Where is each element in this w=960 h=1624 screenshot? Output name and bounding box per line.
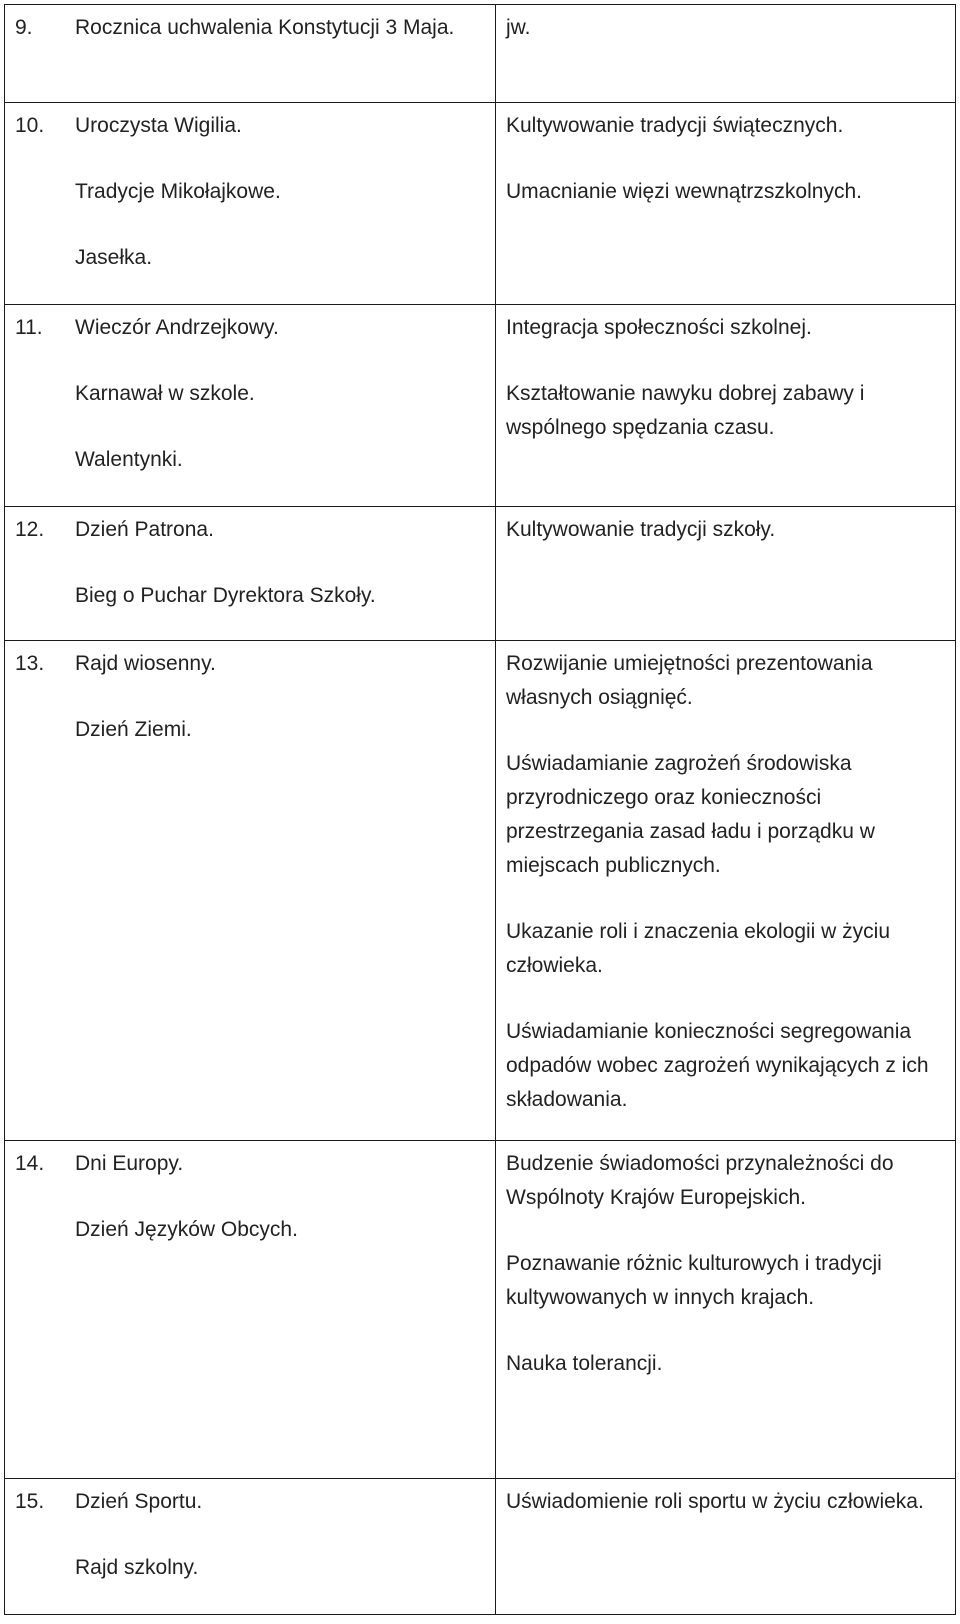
row-number: 12.: [15, 518, 45, 541]
table-row: [5, 1479, 956, 1615]
goal-text: Integracja społeczności szkolnej.: [506, 316, 812, 339]
events-table: [4, 4, 956, 1615]
goal-text: Budzenie świadomości przynależności do Wspólnoty Krajów Europejskich.: [506, 1152, 894, 1209]
row-number: 11.: [15, 316, 43, 339]
row-number: 15.: [15, 1490, 45, 1513]
goal-cell: [496, 103, 956, 305]
event-name: Wieczór Andrzejkowy.: [75, 316, 279, 339]
event-name: Dni Europy.: [75, 1152, 184, 1175]
event-name: Rajd szkolny.: [75, 1556, 199, 1579]
event-name: Walentynki.: [75, 448, 183, 471]
goal-text: Rozwijanie umiejętności prezentowania własnych osiągnięć.: [506, 652, 873, 709]
goal-text: Uświadomienie roli sportu w życiu człowieka.: [506, 1490, 924, 1513]
goal-text: jw.: [506, 16, 531, 39]
goal-cell: [496, 1479, 956, 1615]
goal-text: Umacnianie więzi wewnątrzszkolnych.: [506, 180, 862, 203]
goal-cell: [496, 641, 956, 1141]
goal-text: Kształtowanie nawyku dobrej zabawy i wspólnego spędzania czasu.: [506, 382, 865, 439]
goal-text: Kultywowanie tradycji świątecznych.: [506, 114, 844, 137]
table-row: [5, 507, 956, 641]
event-name: Jasełka.: [75, 246, 153, 269]
goal-text: Nauka tolerancji.: [506, 1352, 663, 1375]
event-cell: [5, 5, 496, 103]
goal-text: Uświadamianie konieczności segregowania odpadów wobec zagrożeń wynikających z ich składowania.: [506, 1020, 929, 1111]
event-name: Dzień Języków Obcych.: [75, 1218, 298, 1241]
table-row: [5, 305, 956, 507]
event-cell: [5, 305, 496, 507]
event-name: Rajd wiosenny.: [75, 652, 216, 675]
event-name: Tradycje Mikołajkowe.: [75, 180, 281, 203]
event-cell: [5, 1141, 496, 1479]
event-name: Karnawał w szkole.: [75, 382, 255, 405]
goal-text: Ukazanie roli i znaczenia ekologii w życiu człowieka.: [506, 920, 891, 977]
event-cell: [5, 103, 496, 305]
event-name: Uroczysta Wigilia.: [75, 114, 242, 137]
event-name: Dzień Sportu.: [75, 1490, 203, 1513]
goal-cell: [496, 507, 956, 641]
table-row: [5, 1141, 956, 1479]
row-number: 14.: [15, 1152, 45, 1175]
goal-text: Uświadamianie zagrożeń środowiska przyrodniczego oraz konieczności przestrzegania zasad ładu i porządku w miejscach publicznych.: [506, 752, 875, 877]
goal-cell: [496, 1141, 956, 1479]
goal-text: Kultywowanie tradycji szkoły.: [506, 518, 776, 541]
row-number: 10.: [15, 114, 45, 137]
goal-text: Poznawanie różnic kulturowych i tradycji kultywowanych w innych krajach.: [506, 1252, 882, 1309]
event-name: Dzień Ziemi.: [75, 718, 192, 741]
goal-cell: [496, 5, 956, 103]
event-name: Bieg o Puchar Dyrektora Szkoły.: [75, 584, 376, 607]
event-cell: [5, 507, 496, 641]
table-row: [5, 103, 956, 305]
row-number: 9.: [15, 16, 33, 39]
event-name: Rocznica uchwalenia Konstytucji 3 Maja.: [75, 16, 455, 39]
table-row: [5, 5, 956, 103]
goal-cell: [496, 305, 956, 507]
row-number: 13.: [15, 652, 45, 675]
event-cell: [5, 1479, 496, 1615]
table-row: [5, 641, 956, 1141]
event-cell: [5, 641, 496, 1141]
event-name: Dzień Patrona.: [75, 518, 214, 541]
